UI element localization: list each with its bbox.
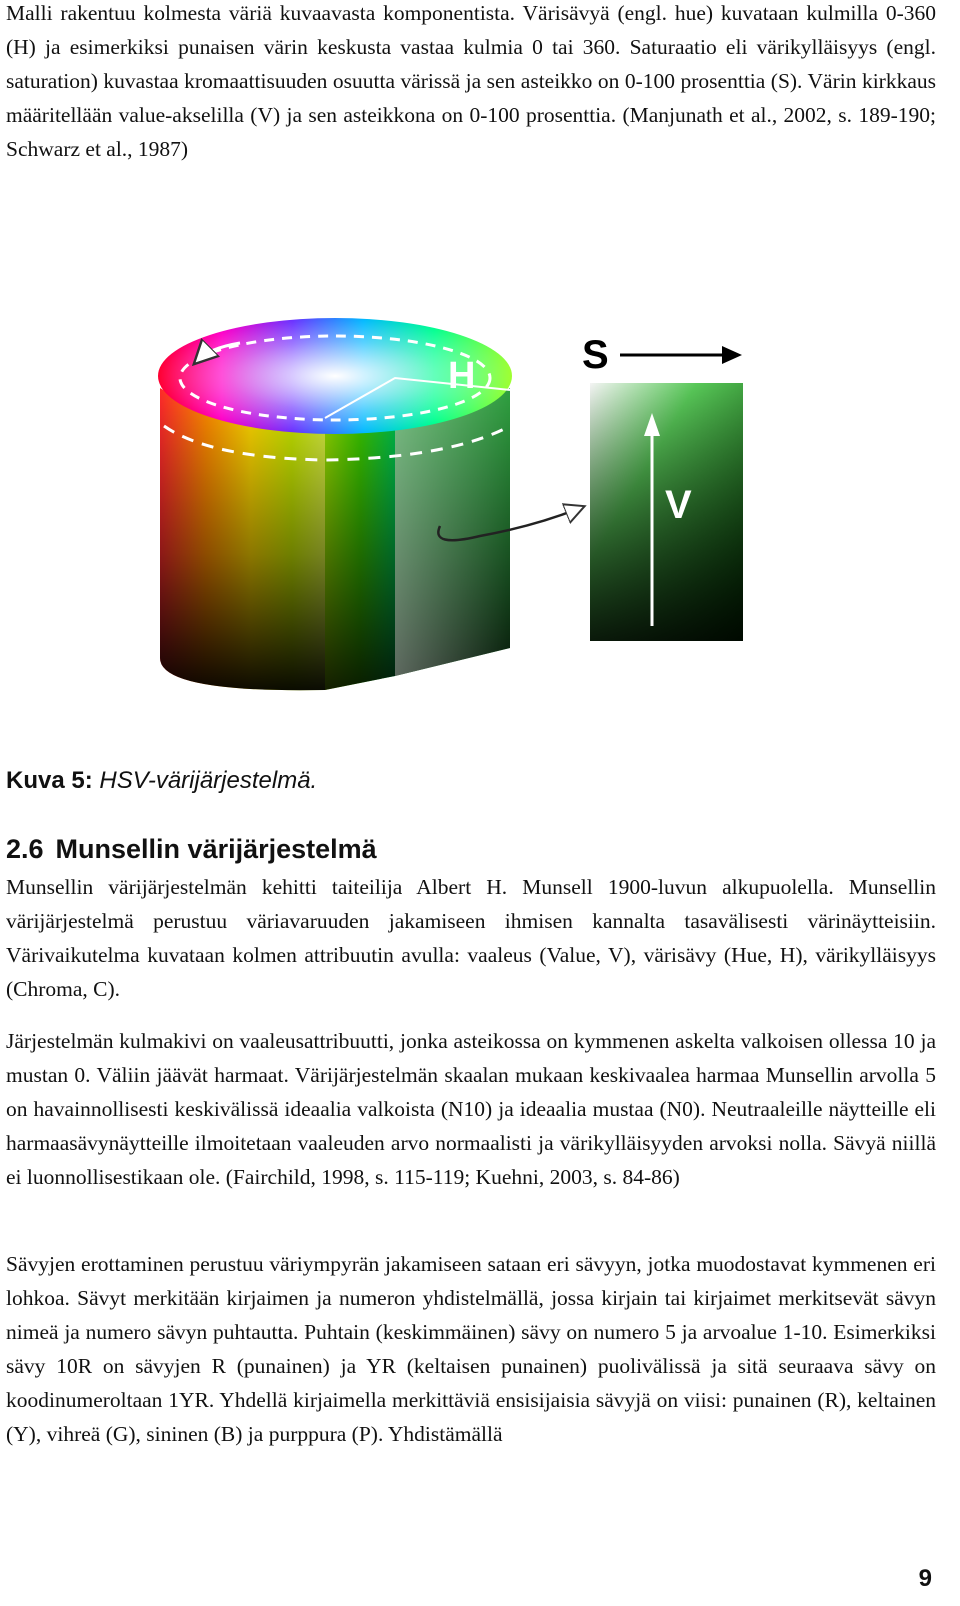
section-title: Munsellin värijärjestelmä bbox=[55, 834, 377, 864]
cylinder-side bbox=[160, 388, 325, 690]
intro-paragraph: Malli rakentuu kolmesta väriä kuvaavasta komponentista. Värisävyä (engl. hue) kuvataan kulmilla 0-360 (H) ja esimerkiksi punaisen värin keskusta vastaa kulmia 0 tai 360. Saturaatio eli värikylläisyys (engl. saturation) kuvastaa kromaattisuuden osuutta värissä ja sen asteikko on 0-100 prosenttia (S). Värin kirkkaus määritellään value-akselilla (V) ja sen asteikkona on 0-100 prosenttia. (Manjunath et al., 2002, s. 189-190; Schwarz et al., 1987) bbox=[6, 1, 936, 161]
label-v: V bbox=[665, 483, 692, 527]
hsv-cylinder-figure bbox=[150, 298, 750, 698]
paragraph-2: Järjestelmän kulmakivi on vaaleusattribuutti, jonka asteikossa on kymmenen askelta valkoisen ollessa 10 ja mustan 0. Väliin jäävät harmaat. Värijärjestelmän skaalan mukaan keskivaalea harmaa Munsellin arvolla 5 on havainnollisesti keskivälissä ideaalia valkoista (N10) ja ideaalia mustaa (N0). Neutraaleille näytteille eli harmaasävynäytteille ilmoitetaan vaaleuden arvo normaalisti ja värikylläisyyden arvoksi nolla. Sävyä niillä ei luonnollisestikaan ole. (Fairchild, 1998, s. 115-119; Kuehni, 2003, s. 84-86) bbox=[6, 1029, 936, 1189]
caption-title: HSV-värijärjestelmä. bbox=[99, 767, 318, 794]
page-number: 9 bbox=[918, 1565, 932, 1592]
section-number: 2.6 bbox=[6, 834, 44, 864]
section-heading bbox=[6, 834, 377, 865]
figure-caption bbox=[6, 767, 317, 795]
hsv-cylinder-diagram bbox=[150, 298, 750, 698]
label-h: H bbox=[448, 355, 476, 397]
label-s: S bbox=[582, 333, 609, 377]
caption-label: Kuva 5: bbox=[6, 767, 93, 794]
paragraph-1: Munsellin värijärjestelmän kehitti taiteilija Albert H. Munsell 1900-luvun alkupuolella. Munsellin värijärjestelmä perustuu väriavaruuden jakamiseen ihmisen kannalta tasavälisesti värinäytteisiin. Värivaikutelma kuvataan kolmen attribuutin avulla: vaaleus (Value, V), värisävy (Hue, H), värikylläisyys (Chroma, C). bbox=[6, 875, 936, 1001]
paragraph-3: Sävyjen erottaminen perustuu väriympyrän jakamiseen sataan eri sävyyn, jotka muodostavat kymmenen eri lohkoa. Sävyt merkitään kirjaimen ja numeron yhdistelmällä, jossa kirjain tai kirjaimet merkitsevät sävyn nimeä ja numero sävyn puhtautta. Puhtain (keskimmäinen) sävy on numero 5 ja arvoalue 1-10. Esimerkiksi sävy 10R on sävyjen R (punainen) ja YR (keltaisen punainen) puolivälissä ja sitä seuraava sävy on koodinumeroltaan 1YR. Yhdellä kirjaimella merkittäviä ensisijaisia sävyjä on viisi: punainen (R), keltainen (Y), vihreä (G), sininen (B) ja purppura (P). Yhdistämällä bbox=[6, 1252, 936, 1446]
